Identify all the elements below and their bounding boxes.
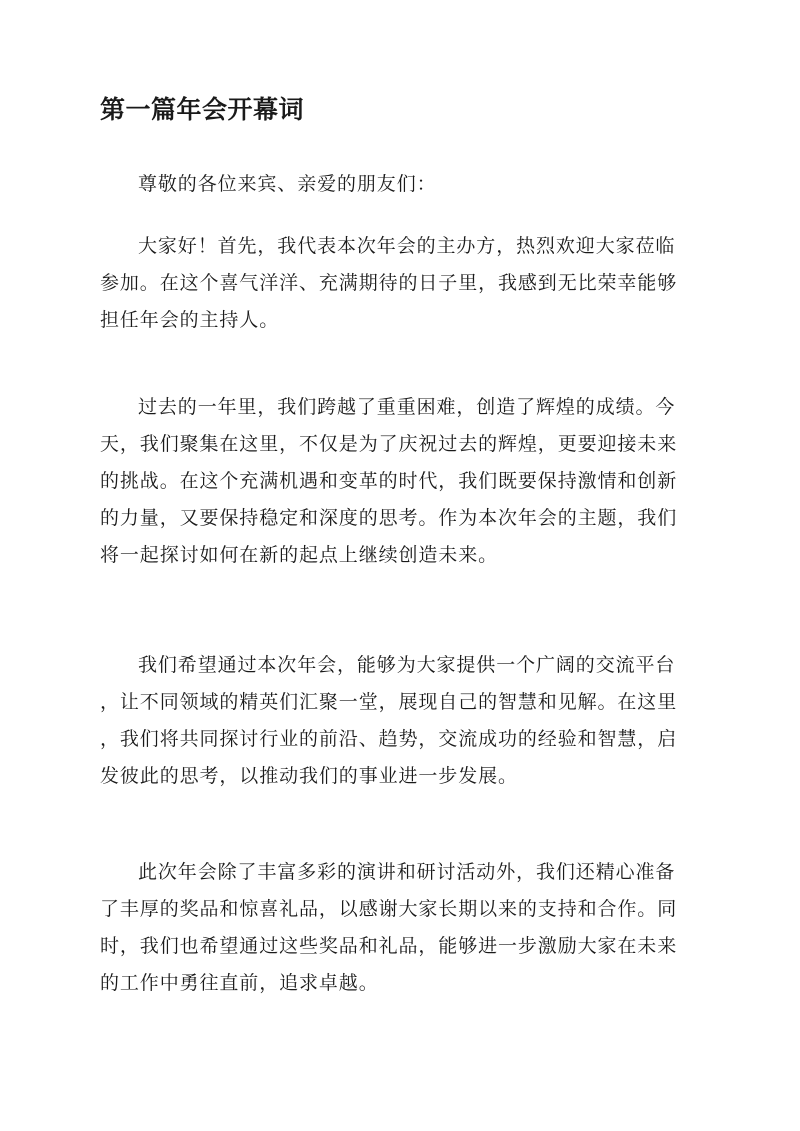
paragraph-line: 过去的一年里，我们跨越了重重困难，创造了辉煌的成绩。今 — [138, 396, 676, 418]
paragraph-prizes — [100, 854, 710, 1002]
paragraph-line: ，我们将共同探讨行业的前沿、趋势，交流成功的经验和智慧，启 — [100, 728, 678, 750]
document-title: 第一篇年会开幕词 — [100, 95, 305, 124]
paragraph-line: 时，我们也希望通过这些奖品和礼品，能够进一步激励大家在未来 — [100, 935, 678, 957]
paragraph-past-year — [100, 389, 710, 574]
paragraph-line: 此次年会除了丰富多彩的演讲和研讨活动外，我们还精心准备 — [138, 861, 676, 883]
paragraph-line: 尊敬的各位来宾、亲爱的朋友们： — [138, 173, 437, 195]
paragraph-exchange-platform — [100, 647, 710, 795]
paragraph-line: 了丰厚的奖品和惊喜礼品，以感谢大家长期以来的支持和合作。同 — [100, 898, 678, 920]
paragraph-line: 大家好！首先，我代表本次年会的主办方，热烈欢迎大家莅临 — [138, 235, 676, 257]
paragraph-line: 我们希望通过本次年会，能够为大家提供一个广阔的交流平台 — [138, 654, 676, 676]
paragraph-line: 发彼此的思考，以推动我们的事业进一步发展。 — [100, 765, 518, 787]
paragraph-line: 的挑战。在这个充满机遇和变革的时代，我们既要保持激情和创新 — [100, 470, 678, 492]
paragraph-line: 担任年会的主持人。 — [100, 309, 280, 331]
paragraph-line: 的力量，又要保持稳定和深度的思考。作为本次年会的主题，我们 — [100, 507, 678, 529]
paragraph-welcome — [100, 228, 710, 339]
paragraph-line: ，让不同领域的精英们汇聚一堂，展现自己的智慧和见解。在这里 — [100, 691, 678, 713]
paragraph-line: 的工作中勇往直前，追求卓越。 — [100, 972, 379, 994]
paragraph-line: 将一起探讨如何在新的起点上继续创造未来。 — [100, 544, 499, 566]
paragraph-greeting — [100, 166, 710, 203]
paragraph-line: 天，我们聚集在这里，不仅是为了庆祝过去的辉煌，更要迎接未来 — [100, 433, 678, 455]
paragraph-line: 参加。在这个喜气洋洋、充满期待的日子里，我感到无比荣幸能够 — [100, 272, 678, 294]
